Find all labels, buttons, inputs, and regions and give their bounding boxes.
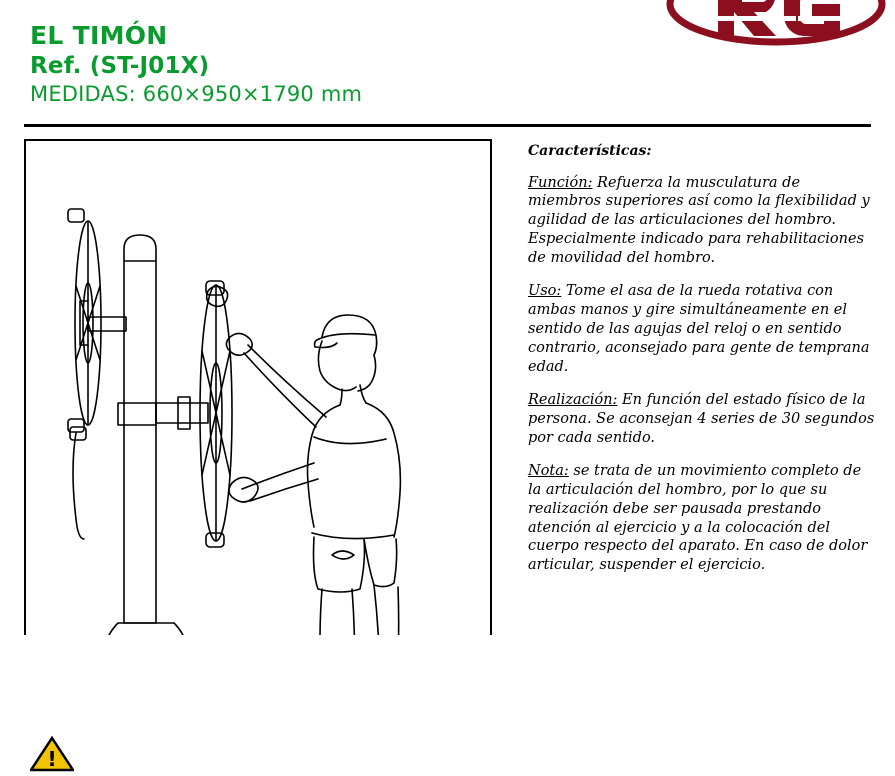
paragraph-text-nota: se trata de un movimiento completo de la articulación del hombro, por lo que su realización debe ser pausada prestando atención al ejercicio y a la colocación del cuerpo respecto del aparato. En caso de dolor articular, suspender el ejercicio. — [528, 462, 868, 574]
title-block — [30, 20, 362, 108]
warning-symbol: ! — [47, 747, 57, 771]
paragraph-lead-realizacion: Realización: — [528, 391, 618, 408]
company-logo — [664, 0, 889, 48]
paragraph-text-uso: Tome el asa de la rueda rotativa con ambas manos y gire simultáneamente en el sentido de las agujas del reloj o en sentido contrario, aconsejado para gente de temprana edad. — [528, 283, 870, 375]
paragraph-lead-nota: Nota: — [528, 462, 569, 479]
paragraph-uso — [528, 282, 876, 376]
product-figure — [24, 139, 492, 635]
main-content — [0, 131, 895, 771]
paragraph-funcion — [528, 174, 876, 268]
page-header — [0, 0, 895, 124]
characteristics-section — [528, 143, 876, 589]
product-dimensions: MEDIDAS: 660×950×1790 mm — [30, 82, 363, 107]
header-divider — [24, 124, 871, 127]
page-title: EL TIMÓN — [30, 21, 168, 50]
technical-drawing — [26, 141, 492, 635]
paragraph-realizacion — [528, 391, 876, 448]
product-reference: Ref. (ST-J01X) — [30, 53, 210, 79]
warning-triangle-icon — [30, 736, 74, 772]
paragraph-nota — [528, 462, 876, 575]
characteristics-heading: Características: — [528, 143, 652, 159]
paragraph-lead-funcion: Función: — [528, 174, 593, 191]
paragraph-text-funcion: Refuerza la musculatura de miembros superiores así como la flexibilidad y agilidad de las articulaciones del hombro. Especialmente indicado para rehabilitaciones de movilidad del hombro. — [528, 174, 870, 266]
paragraph-text-realizacion: En función del estado físico de la persona. Se aconsejan 4 series de 30 segundos por cada sentido. — [528, 391, 875, 446]
paragraph-lead-uso: Uso: — [528, 283, 562, 300]
